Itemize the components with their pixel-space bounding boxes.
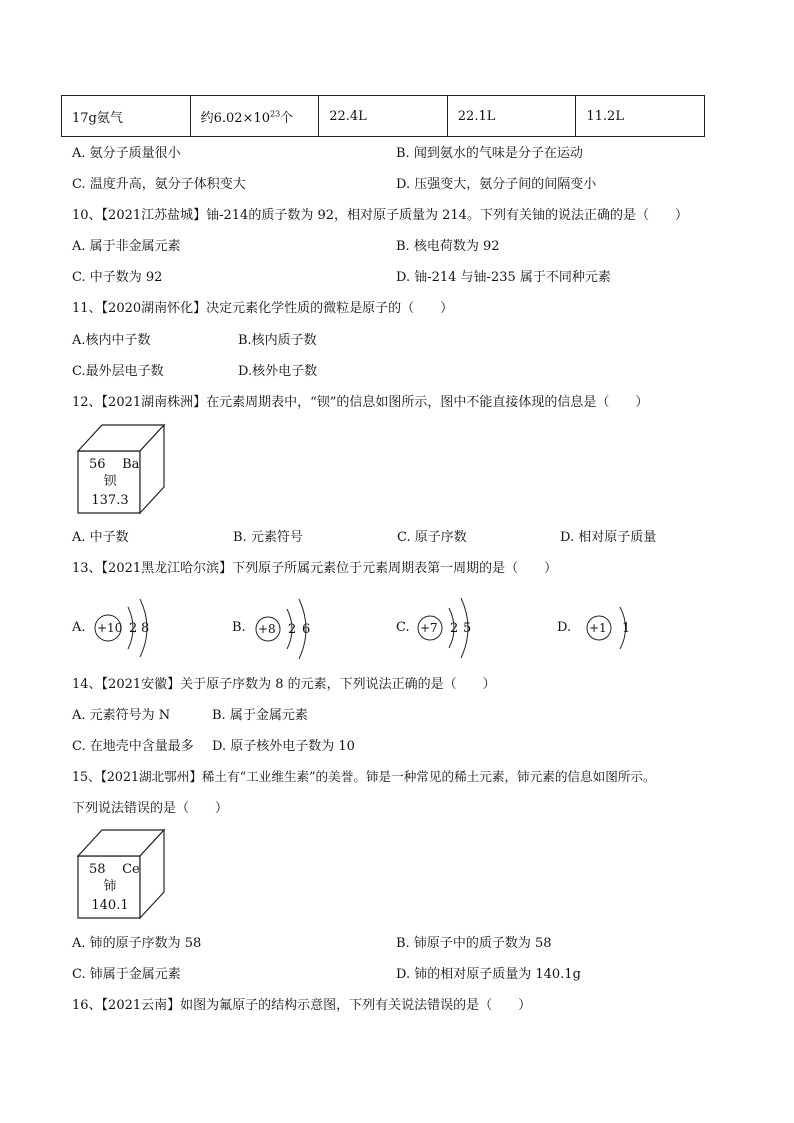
q16-stem: 16、【2021云南】如图为氟原子的结构示意图，下列有关说法错误的是（ ） <box>72 998 532 1013</box>
atom-diagram-b[interactable] <box>254 593 334 663</box>
q11-stem: 11、【2020湖南怀化】决定元素化学性质的微粒是原子的（ ） <box>72 301 454 316</box>
element-card-cerium <box>76 828 168 920</box>
q10-option-d[interactable]: D. 铀-214 与铀-235 属于不同种元素 <box>396 270 611 285</box>
q9-option-b[interactable]: B. 闻到氨水的气味是分子在运动 <box>396 146 583 161</box>
shell-electrons: 2 <box>450 621 459 636</box>
q15-option-c[interactable]: C. 铈属于金属元素 <box>72 967 181 982</box>
q13-stem: 13、【2021黑龙江哈尔滨】下列原子所属元素位于元素周期表第一周期的是（ ） <box>72 561 558 576</box>
element-name: 钡 <box>103 474 117 489</box>
table-cell: 约$6.02\times 10^{23}$个 <box>190 96 319 137</box>
atomic-number-and-symbol: 56 Ba <box>89 457 140 472</box>
shell-electrons: 1 <box>622 621 631 636</box>
q13-option-d-letter[interactable]: D. <box>557 620 572 635</box>
shell-electrons: 5 <box>463 621 472 636</box>
table-cell: 17g氨气 <box>62 96 191 137</box>
data-table <box>61 95 705 137</box>
q14-option-d[interactable]: D. 原子核外电子数为 10 <box>212 739 355 754</box>
atom-diagram-d[interactable] <box>584 593 664 663</box>
q9-option-d[interactable]: D. 压强变大，氨分子间的间隔变小 <box>396 177 597 192</box>
q11-option-a[interactable]: A.核内中子数 <box>72 333 151 348</box>
q11-option-d[interactable]: D.核外电子数 <box>238 364 318 379</box>
atom-diagram-c[interactable] <box>416 593 496 663</box>
shell-electrons: 2 <box>288 622 297 637</box>
q10-option-c[interactable]: C. 中子数为 92 <box>72 270 163 285</box>
shell-electrons: 8 <box>141 621 150 636</box>
element-name: 铈 <box>103 879 117 894</box>
q15-stem-line1: 15、【2021湖北鄂州】稀土有“工业维生素”的美誉。铈是一种常见的稀土元素，铈元素的信息如图所示。 <box>72 769 656 784</box>
q13-option-a-letter[interactable]: A. <box>72 620 86 635</box>
q12-option-a[interactable]: A. 中子数 <box>72 530 129 545</box>
atom-diagram-a[interactable] <box>92 593 172 663</box>
q11-option-c[interactable]: C.最外层电子数 <box>72 364 164 379</box>
q13-option-b-letter[interactable]: B. <box>232 620 246 635</box>
q9-option-c[interactable]: C. 温度升高，氨分子体积变大 <box>72 177 246 192</box>
table-cell: 11.2L <box>576 96 705 137</box>
nucleus-charge: +1 <box>589 621 607 635</box>
q10-stem: 10、【2021江苏盐城】铀-214的质子数为 92，相对原子质量为 214。下列有关铀的说法正确的是（ ） <box>72 208 688 223</box>
q9-option-a[interactable]: A. 氨分子质量很小 <box>72 146 181 161</box>
q15-option-b[interactable]: B. 铈原子中的质子数为 58 <box>396 936 552 951</box>
table-cell: 22.1L <box>447 96 576 137</box>
q15-stem-line2: 下列说法错误的是（ ） <box>72 801 229 816</box>
table-cell: 22.4L <box>319 96 448 137</box>
table-row <box>62 96 705 137</box>
q10-option-b[interactable]: B. 核电荷数为 92 <box>396 239 500 254</box>
element-card-barium <box>76 423 168 515</box>
q12-option-b[interactable]: B. 元素符号 <box>233 530 303 545</box>
q10-option-a[interactable]: A. 属于非金属元素 <box>72 239 181 254</box>
atomic-mass: 140.1 <box>91 898 129 913</box>
q14-option-c[interactable]: C. 在地壳中含量最多 <box>72 739 194 754</box>
q14-stem: 14、【2021安徽】关于原子序数为 8 的元素，下列说法正确的是（ ） <box>72 677 496 692</box>
q13-option-c-letter[interactable]: C. <box>396 620 410 635</box>
q15-option-a[interactable]: A. 铈的原子序数为 58 <box>72 936 202 951</box>
q15-option-d[interactable]: D. 铈的相对原子质量为 140.1g <box>396 967 581 982</box>
q14-option-b[interactable]: B. 属于金属元素 <box>212 708 308 723</box>
shell-electrons: 2 <box>129 621 138 636</box>
nucleus-charge: +7 <box>420 621 438 635</box>
atomic-mass: 137.3 <box>91 493 129 508</box>
q14-option-a[interactable]: A. 元素符号为 N <box>72 708 171 723</box>
q12-stem: 12、【2021湖南株洲】在元素周期表中，“钡”的信息如图所示，图中不能直接体现的信息是（ ） <box>72 395 649 410</box>
q11-option-b[interactable]: B.核内质子数 <box>238 333 317 348</box>
nucleus-charge: +10 <box>97 621 123 635</box>
q12-option-d[interactable]: D. 相对原子质量 <box>560 530 657 545</box>
nucleus-charge: +8 <box>258 622 276 636</box>
shell-electrons: 6 <box>302 622 311 637</box>
q12-option-c[interactable]: C. 原子序数 <box>397 530 467 545</box>
atomic-number-and-symbol: 58 Ce <box>89 862 140 877</box>
